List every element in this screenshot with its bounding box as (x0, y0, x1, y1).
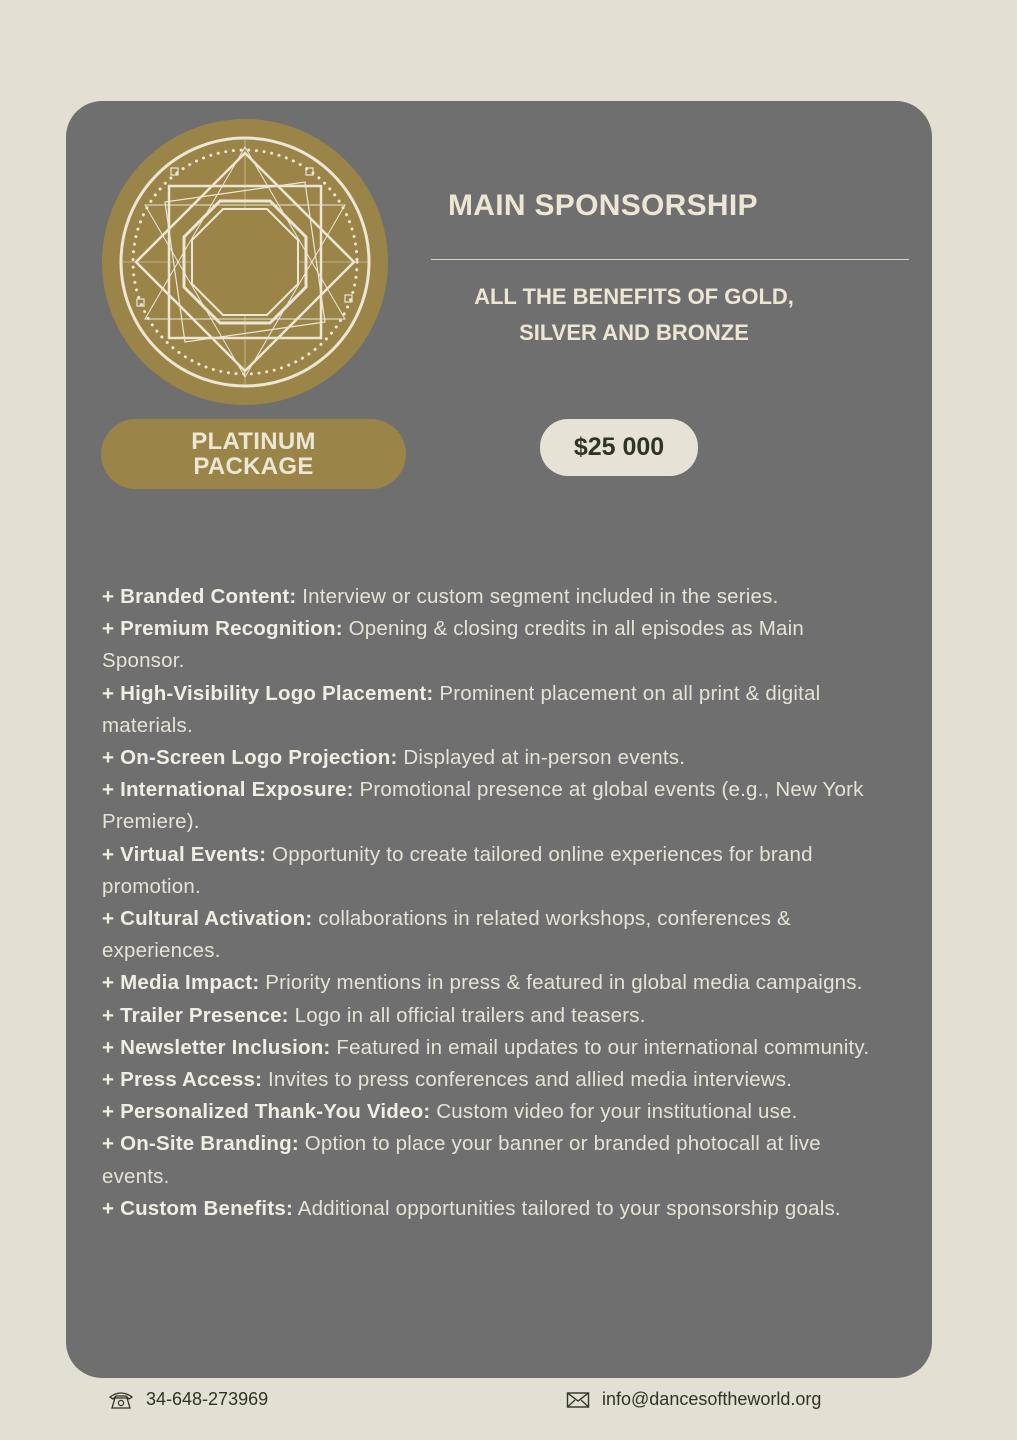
list-item (102, 1128, 892, 1192)
footer-phone[interactable] (108, 1389, 268, 1410)
list-item (102, 774, 892, 838)
benefit-label: + Branded Content: (102, 585, 297, 608)
benefit-label: + On-Screen Logo Projection: (102, 746, 398, 770)
list-item (102, 839, 892, 903)
benefit-text: Prominent placement on all print & digital materials. (102, 681, 821, 737)
list-item (102, 903, 892, 967)
list-item (102, 1064, 892, 1096)
price-badge: $25 000 (540, 419, 698, 476)
benefit-text: Promotional presence at global events (e.g., New York Premiere). (102, 778, 864, 834)
package-line-1: PLATINUM (191, 428, 316, 455)
subtitle (448, 279, 820, 351)
benefit-text: Featured in email updates to our international community. (330, 1035, 870, 1059)
benefit-text: Displayed at in-person events. (397, 746, 686, 770)
benefit-text: Logo in all official trailers and teasers. (288, 1003, 646, 1027)
benefit-text: Invites to press conferences and allied media interviews. (262, 1068, 793, 1092)
list-item (102, 581, 892, 613)
list-item (102, 1193, 892, 1225)
benefits-list (102, 581, 892, 1225)
benefit-label: + Press Access: (102, 1068, 263, 1092)
list-item (102, 742, 892, 774)
page-title: MAIN SPONSORSHIP (448, 189, 758, 222)
benefit-text: Option to place your banner or branded photocall at live events. (102, 1132, 821, 1188)
benefit-text: Additional opportunities tailored to your sponsorship goals. (292, 1196, 841, 1220)
phone-icon (108, 1390, 134, 1410)
benefit-label: + Newsletter Inclusion: (102, 1035, 331, 1059)
sponsorship-card (66, 101, 932, 1378)
benefit-label: + Media Impact: (102, 971, 260, 995)
benefit-label: + Virtual Events: (102, 842, 267, 866)
benefit-label: + Trailer Presence: (102, 1003, 289, 1027)
list-item (102, 967, 892, 999)
benefit-label: + High-Visibility Logo Placement: (102, 681, 434, 705)
package-badge (101, 419, 406, 489)
list-item (102, 1000, 892, 1032)
benefit-label: + Personalized Thank-You Video: (102, 1100, 431, 1124)
benefit-label: + International Exposure: (102, 778, 354, 802)
benefit-text: Priority mentions in press & featured in global media campaigns. (259, 971, 863, 995)
benefit-text: Interview or custom segment included in the series. (296, 585, 779, 608)
title-divider (431, 259, 909, 260)
benefit-text: Opening & closing credits in all episodes as Main Sponsor. (102, 617, 805, 673)
list-item (102, 1096, 892, 1128)
benefit-text: collaborations in related workshops, conferences & experiences. (102, 907, 791, 963)
list-item (102, 678, 892, 742)
list-item (102, 1032, 892, 1064)
benefit-label: + On-Site Branding: (102, 1132, 299, 1156)
mandala-emblem-icon (102, 119, 388, 405)
email-address: info@dancesoftheworld.org (602, 1389, 822, 1409)
subtitle-line-1: ALL THE BENEFITS OF GOLD, (474, 284, 794, 309)
subtitle-line-2: SILVER AND BRONZE (519, 320, 749, 345)
envelope-icon (566, 1391, 590, 1409)
benefit-label: + Premium Recognition: (102, 617, 343, 641)
package-line-2: PACKAGE (193, 453, 314, 480)
phone-number: 34-648-273969 (146, 1389, 269, 1409)
footer-email[interactable] (566, 1389, 821, 1410)
benefit-text: Opportunity to create tailored online experiences for brand promotion. (102, 842, 813, 898)
benefit-label: + Custom Benefits: (102, 1196, 293, 1220)
list-item (102, 613, 892, 677)
benefit-text: Custom video for your institutional use. (430, 1100, 798, 1124)
benefit-label: + Cultural Activation: (102, 907, 313, 931)
